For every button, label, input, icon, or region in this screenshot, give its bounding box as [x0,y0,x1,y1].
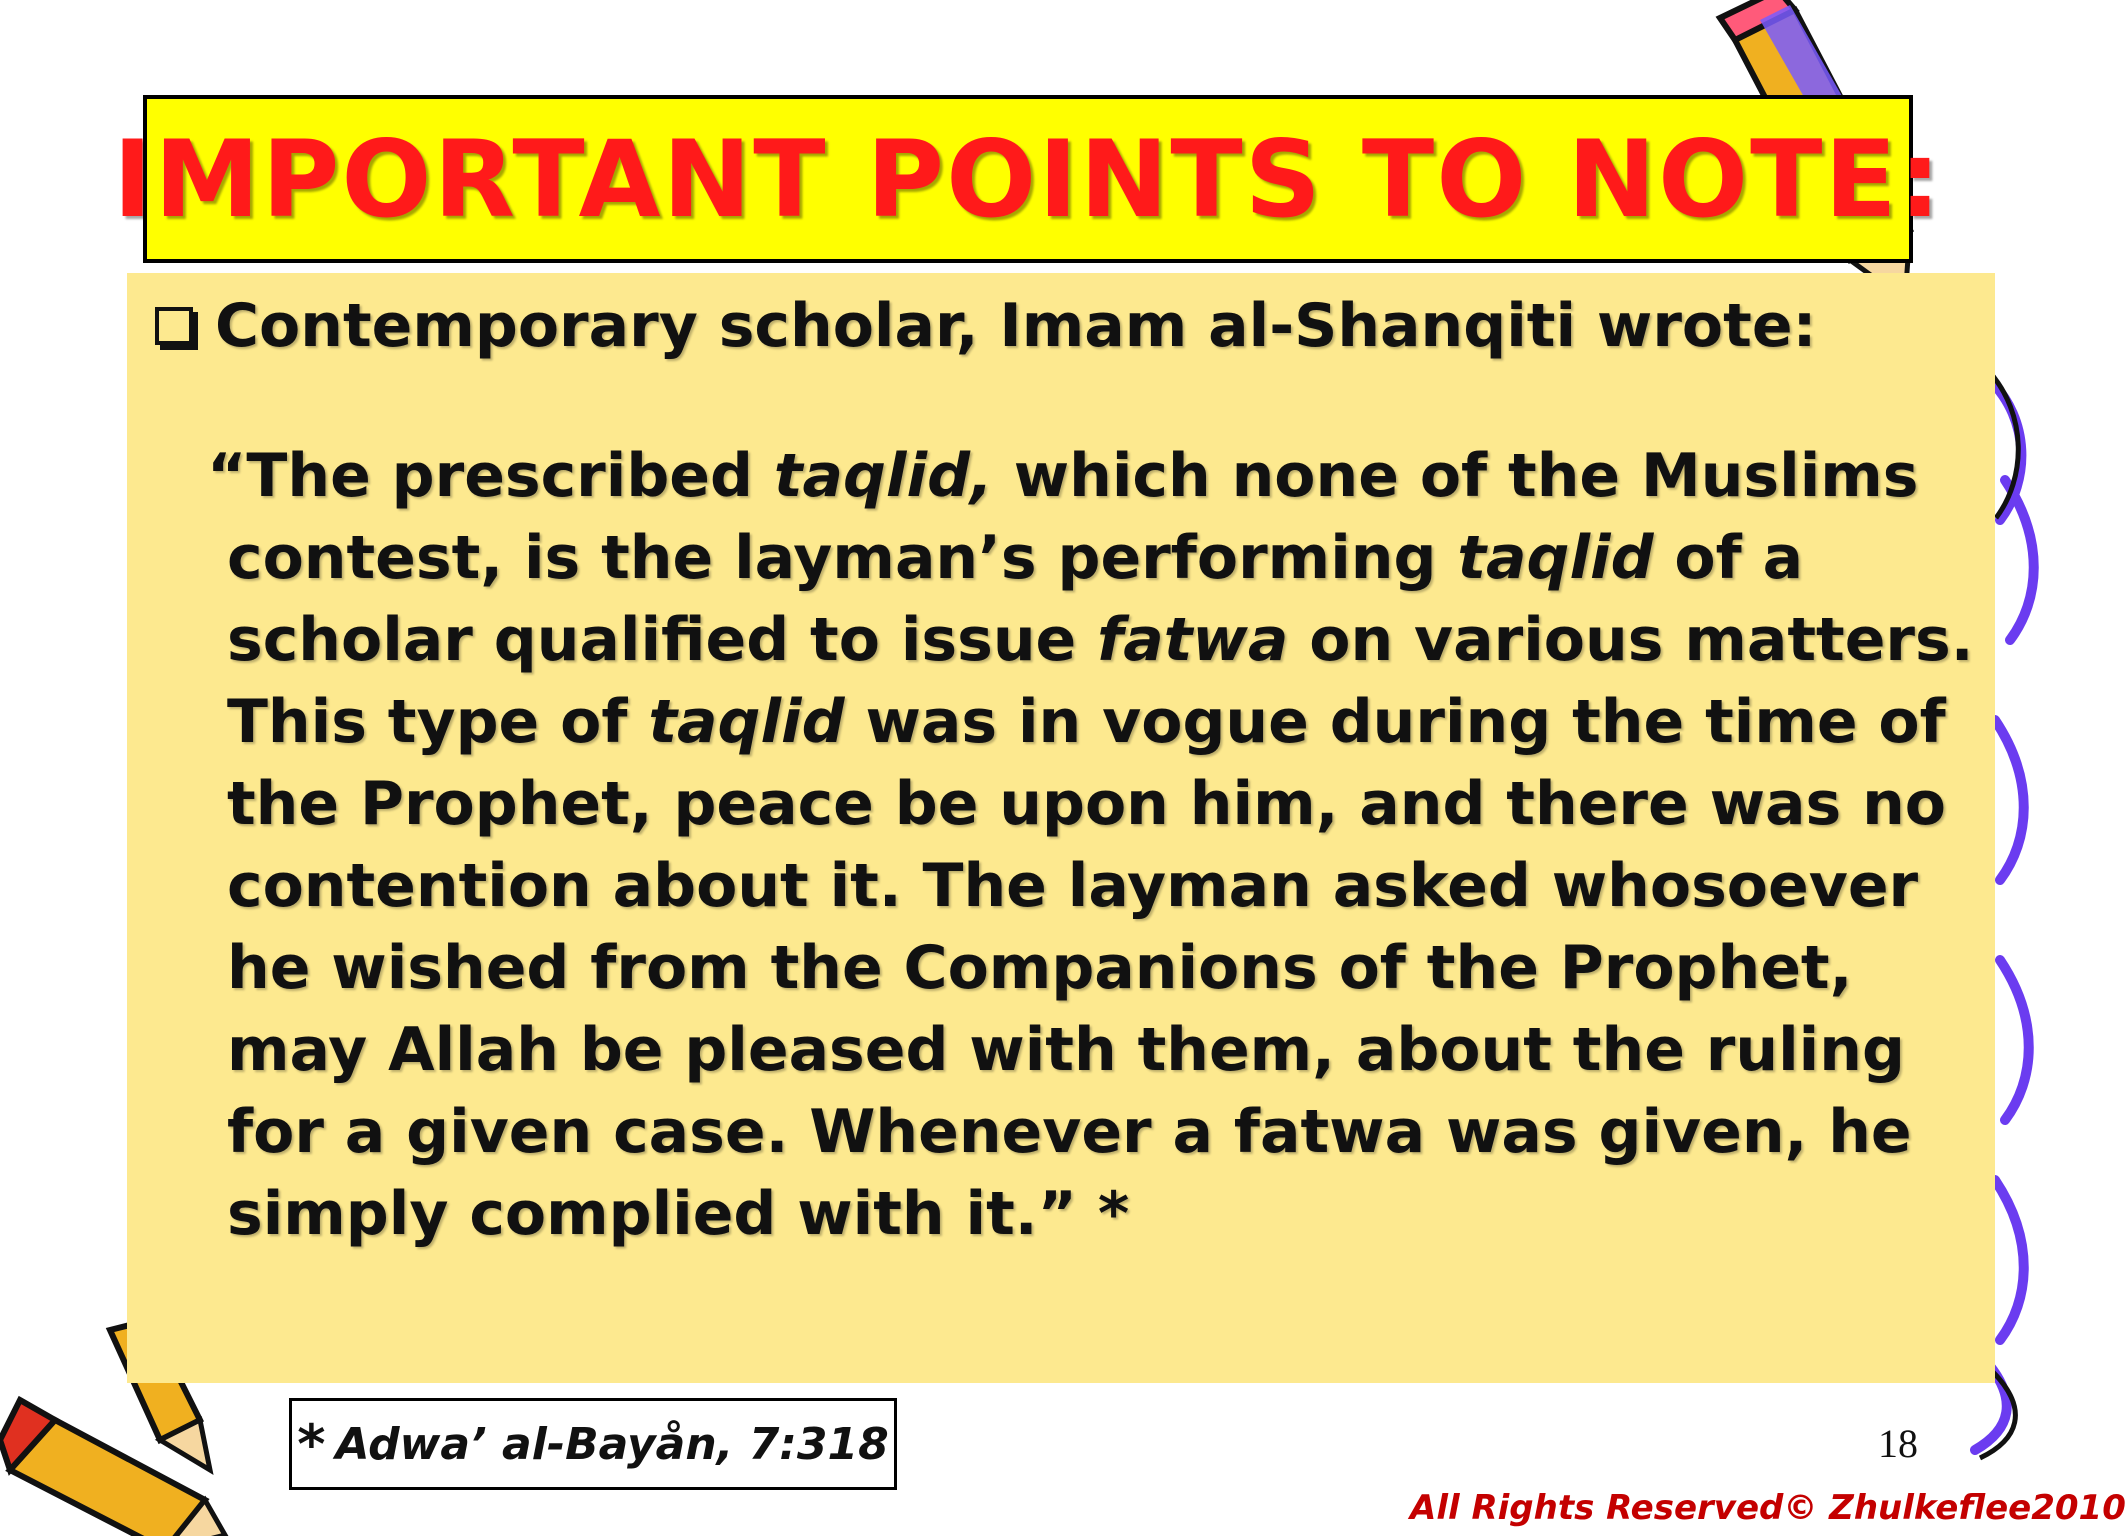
title-banner [112,95,1944,263]
quote-run: simply complied with it.” * [227,1179,1130,1249]
quote-run: This type of [227,687,649,757]
quote-term: taqlid [648,687,845,757]
quote-term: fatwa [1097,605,1289,675]
quote-line [227,845,1987,927]
quote-line [227,517,1987,599]
quote-line [207,435,1987,517]
quote-run: may Allah be pleased with them, about the ruling [227,1015,1905,1085]
footnote-star: * [297,1412,326,1476]
content-panel [127,273,1995,1383]
quote-run: contention about it. The layman asked whosoever [227,851,1919,921]
page-number: 18 [1878,1421,1918,1466]
quote-block [207,435,1987,1255]
quote-line [227,927,1987,1009]
quote-line [227,1009,1987,1091]
quote-run: for a given case. Whenever a fatwa was given, he [227,1097,1912,1167]
quote-run: contest, is the layman’s performing [227,523,1458,593]
checkbox-bullet-icon [155,307,193,345]
quote-run: of a [1653,523,1804,593]
reference-box [289,1398,897,1490]
quote-line [227,681,1987,763]
quote-line [227,1091,1987,1173]
quote-line [227,1173,1987,1255]
quote-term: taqlid [1457,523,1654,593]
bullet-text: Contemporary scholar, Imam al-Shanqiti wrote: [215,291,1817,361]
quote-line [227,763,1987,845]
quote-run: was in vogue during the time of [844,687,1946,757]
quote-run: he wished from the Companions of the Prophet, [227,933,1853,1003]
slide-title: IMPORTANT POINTS TO NOTE: [112,117,1944,241]
quote-run: “The prescribed [207,441,774,511]
quote-run: on various matters. [1288,605,1974,675]
reference-text: Adwa’ al-Bayån, 7:318 [335,1418,889,1470]
copyright-notice: All Rights Reserved© Zhulkeflee2010 [1410,1488,2126,1528]
quote-line [227,599,1987,681]
quote-term: taqlid, [773,441,993,511]
quote-run: scholar qualified to issue [227,605,1098,675]
quote-run: the Prophet, peace be upon him, and there was no [227,769,1947,839]
bullet-item [155,291,1817,361]
quote-run: which none of the Muslims [992,441,1919,511]
